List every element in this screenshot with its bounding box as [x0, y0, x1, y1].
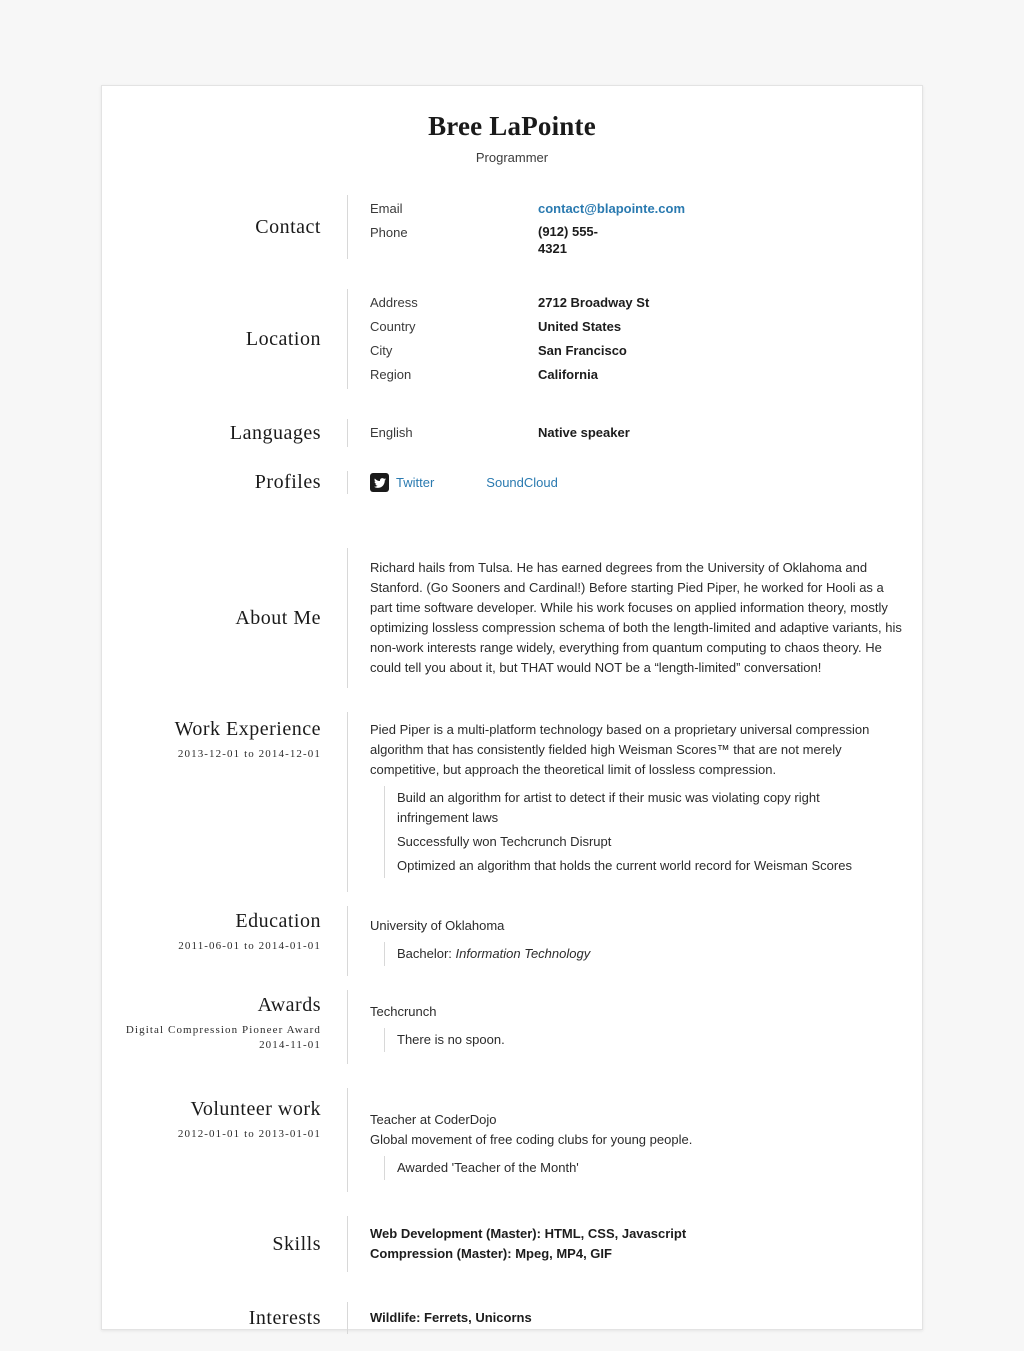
- location-region-label: Region: [370, 367, 412, 382]
- section-skills-heading: Skills: [272, 1232, 321, 1255]
- section-awards-heading: Awards: [257, 994, 321, 1016]
- section-profiles: [102, 471, 922, 494]
- volunteer-highlight-item: Awarded 'Teacher of the Month': [384, 1156, 922, 1180]
- about-text: Richard hails from Tulsa. He has earned degrees from the University of Oklahoma and Stanford. (Go Sooners and Cardinal!) Before starting Pied Piper, he worked for Hooli as a part time software developer. While his work focuses on applied information theory, mostly optimizing lossless compression schema of both the length-limited and adaptive variants, his non-work interests range widely, everything from quantum computing to chaos theory. He could tell you about it, but THAT would NOT be a “length-limited” conversation!: [370, 560, 902, 675]
- section-skills-body: [347, 1216, 922, 1272]
- profile-soundcloud-label: SoundCloud: [486, 475, 558, 490]
- contact-phone-value: (912) 555-4321: [538, 224, 598, 256]
- section-contact-label: [102, 216, 347, 239]
- work-daterange: 2013-12-01 to 2014-12-01: [177, 748, 321, 760]
- contact-email-value[interactable]: contact@blapointe.com: [538, 201, 686, 216]
- page-title: Bree LaPointe: [428, 111, 596, 141]
- section-contact-heading: Contact: [255, 215, 321, 238]
- volunteer-daterange: 2012-01-01 to 2013-01-01: [177, 1128, 321, 1140]
- work-summary: Pied Piper is a multi-platform technology based on a proprietary universal compression algorithm that has consistently fielded high Weisman Scores™ that are not merely competitive, but approach the theoretical limit of lossless compression.: [370, 722, 870, 777]
- section-profiles-label: [102, 471, 347, 494]
- location-city-value: San Francisco: [538, 343, 627, 358]
- contact-phone-label: Phone: [370, 225, 408, 240]
- section-awards-label: [102, 990, 347, 1064]
- section-profiles-body: [347, 471, 922, 494]
- language-fluency: Native speaker: [538, 425, 630, 440]
- award-summary-wrap: [370, 1028, 922, 1052]
- award-title: Digital Compression Pioneer Award: [125, 1024, 321, 1036]
- resume-page: [101, 85, 923, 1330]
- contact-email-label: Email: [370, 201, 403, 216]
- volunteer-summary: Global movement of free coding clubs for young people.: [370, 1132, 693, 1147]
- section-location-label: [102, 328, 347, 351]
- section-awards-body: [347, 990, 922, 1064]
- contact-phone-row: [370, 221, 922, 257]
- section-languages-body: [347, 419, 922, 447]
- interest-item: Wildlife: Ferrets, Unicorns: [370, 1310, 532, 1325]
- section-education-label: [102, 906, 347, 976]
- section-work: [102, 712, 922, 892]
- skill-item: Web Development (Master): HTML, CSS, Javascript: [370, 1226, 687, 1241]
- location-region-row: [370, 363, 922, 387]
- section-languages-heading: Languages: [229, 421, 321, 444]
- award-awarder: Techcrunch: [370, 1004, 437, 1019]
- section-profiles-heading: Profiles: [254, 471, 321, 493]
- location-city-label: City: [370, 343, 393, 358]
- award-date: 2014-11-01: [259, 1039, 321, 1051]
- location-city-row: [370, 339, 922, 363]
- education-detail: [370, 942, 922, 966]
- volunteer-highlights: [370, 1156, 922, 1180]
- contact-email-row: [370, 197, 922, 221]
- education-degree-field: Information Technology: [455, 946, 591, 961]
- location-country-row: [370, 315, 922, 339]
- work-highlight-item: Build an algorithm for artist to detect if their music was violating copy right infringement laws: [384, 786, 887, 830]
- award-summary: There is no spoon.: [384, 1028, 922, 1052]
- profile-twitter[interactable]: [370, 473, 434, 492]
- location-address-label: Address: [370, 295, 418, 310]
- section-about: [102, 548, 922, 688]
- education-institution: University of Oklahoma: [370, 918, 505, 933]
- location-country-label: Country: [370, 319, 416, 334]
- section-contact-body: [347, 195, 922, 259]
- section-about-heading: About Me: [235, 606, 321, 629]
- work-highlights: [370, 786, 887, 878]
- location-address-row: [370, 291, 922, 315]
- education-daterange: 2011-06-01 to 2014-01-01: [178, 940, 321, 952]
- section-education-heading: Education: [235, 910, 321, 932]
- section-interests: [102, 1302, 922, 1334]
- section-education-body: [347, 906, 922, 976]
- location-country-value: United States: [538, 319, 622, 334]
- section-awards: [102, 990, 922, 1064]
- work-highlight-item: Successfully won Techcrunch Disrupt: [384, 830, 887, 854]
- work-highlight-item: Optimized an algorithm that holds the current world record for Weisman Scores: [384, 854, 887, 878]
- section-interests-label: [102, 1307, 347, 1330]
- education-degree: [384, 942, 922, 966]
- location-address-value: 2712 Broadway St: [538, 295, 650, 310]
- section-skills: [102, 1216, 922, 1272]
- language-label: English: [370, 425, 413, 440]
- twitter-icon: [370, 473, 389, 492]
- job-title: Programmer: [475, 150, 549, 165]
- section-education: [102, 906, 922, 976]
- resume-header: [102, 86, 922, 165]
- education-degree-prefix: Bachelor:: [397, 946, 456, 961]
- section-location-body: [347, 289, 922, 389]
- volunteer-position: Teacher at CoderDojo: [370, 1112, 497, 1127]
- language-row: [370, 421, 922, 445]
- location-region-value: California: [538, 367, 598, 382]
- section-contact: [102, 195, 922, 259]
- section-location: [102, 289, 922, 389]
- section-languages-label: [102, 422, 347, 445]
- profile-twitter-label: Twitter: [396, 475, 435, 490]
- section-interests-body: [347, 1302, 922, 1334]
- section-volunteer-heading: Volunteer work: [190, 1098, 321, 1120]
- profile-soundcloud[interactable]: [486, 475, 558, 490]
- section-about-label: [102, 607, 347, 630]
- section-about-body: [347, 548, 903, 688]
- section-interests-heading: Interests: [248, 1306, 321, 1329]
- section-work-heading: Work Experience: [174, 718, 321, 740]
- skill-item: Compression (Master): Mpeg, MP4, GIF: [370, 1246, 612, 1261]
- section-volunteer: [102, 1088, 922, 1192]
- section-location-heading: Location: [245, 327, 321, 350]
- section-skills-label: [102, 1233, 347, 1256]
- section-volunteer-body: [347, 1088, 922, 1192]
- section-volunteer-label: [102, 1088, 347, 1192]
- section-languages: [102, 419, 922, 447]
- section-work-label: [102, 712, 347, 892]
- section-work-body: [347, 712, 887, 892]
